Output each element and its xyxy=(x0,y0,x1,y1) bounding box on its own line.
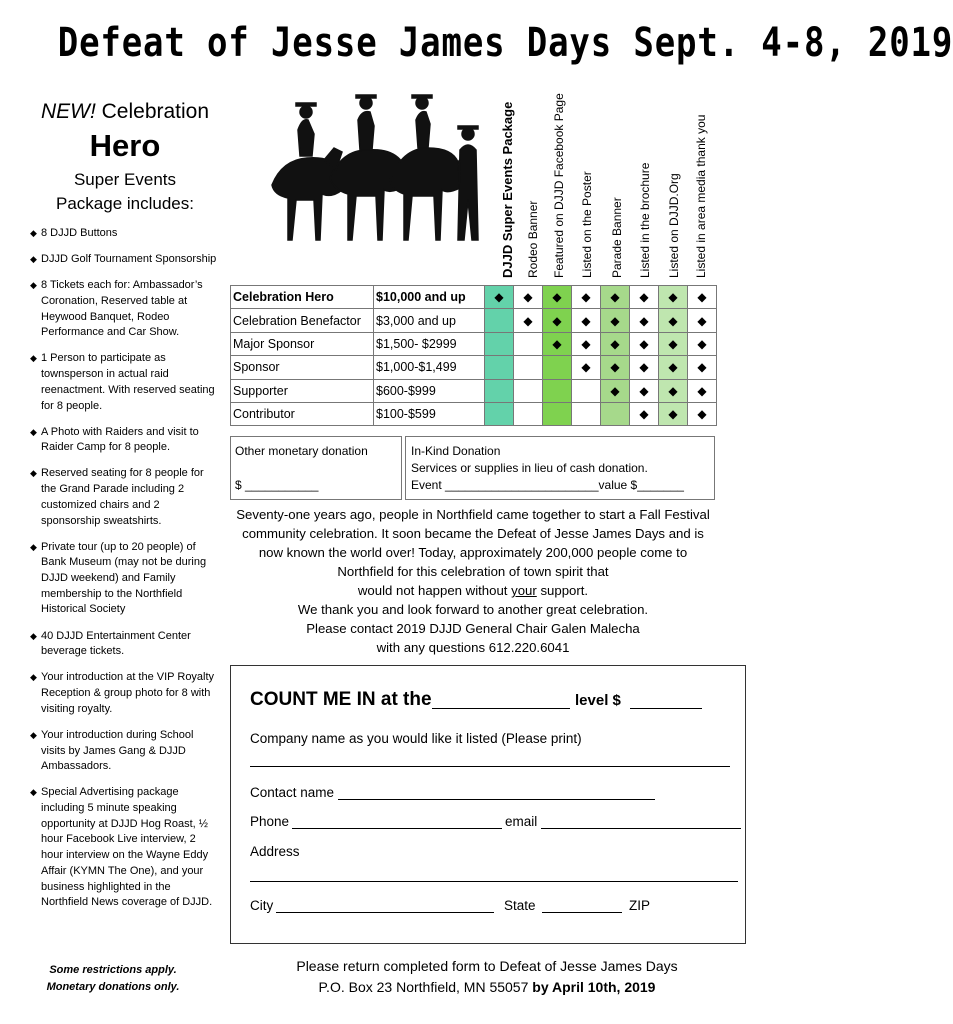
page-title: Defeat of Jesse James Days Sept. 4-8, 2019 xyxy=(57,20,953,66)
return-instructions xyxy=(230,956,744,998)
restrictions-line-1: Some restrictions apply. xyxy=(49,964,177,976)
return-deadline: by April 10th, 2019 xyxy=(532,979,656,995)
other-donation-box[interactable] xyxy=(230,436,402,500)
email-field[interactable] xyxy=(541,828,741,829)
benefit-mark xyxy=(601,402,630,425)
paragraph-line: Seventy-one years ago, people in Northfield came together to start a Fall Festival xyxy=(236,507,710,522)
benefit-mark xyxy=(485,402,514,425)
state-label: State xyxy=(504,898,536,913)
benefit-item: ◆ Private tour (up to 20 people) of Bank Museum (may not be during DJJD weekend) and Family membership to the Northfield Historical Society xyxy=(30,540,220,619)
phone-field[interactable] xyxy=(292,828,502,829)
level-name: Celebration Hero xyxy=(231,286,374,309)
column-header: Listed in the brochure xyxy=(638,162,652,278)
level-name: Sponsor xyxy=(231,356,374,379)
return-line-1: Please return completed form to Defeat of Jesse James Days xyxy=(296,958,678,974)
column-header: DJJD Super Events Package xyxy=(500,101,515,278)
benefit-mark: ◆ xyxy=(659,332,688,355)
benefit-item: ◆ Special Advertising package including 5 minute speaking opportunity at DJJD Hog Roast, ½ hour Facebook Live interview, 2 hour interview on the Wayne Eddy Affair (KYMN The One), and your business highlighted in the Northfield News coverage of DJJD. xyxy=(30,785,220,911)
table-row xyxy=(231,332,717,355)
paragraph-line: with any questions 612.220.6041 xyxy=(376,640,570,655)
count-me-in-heading xyxy=(250,689,432,711)
benefit-mark xyxy=(543,356,572,379)
in-kind-event-field[interactable]: Event _______________________value $_______ xyxy=(411,478,684,492)
table-row xyxy=(231,356,717,379)
level-amount: $3,000 and up xyxy=(374,309,485,332)
benefit-mark: ◆ xyxy=(514,309,543,332)
benefit-item: ◆ 8 DJJD Buttons xyxy=(30,226,220,242)
level-amount: $1,500- $2999 xyxy=(374,332,485,355)
benefit-mark: ◆ xyxy=(630,332,659,355)
level-amount: $100-$599 xyxy=(374,402,485,425)
benefit-mark xyxy=(485,379,514,402)
paragraph-line: We thank you and look forward to another great celebration. xyxy=(297,602,649,617)
sponsorship-levels-table xyxy=(230,285,717,426)
column-header: Listed on DJJD.Org xyxy=(667,173,681,278)
benefit-mark: ◆ xyxy=(485,286,514,309)
benefit-item: ◆ DJJD Golf Tournament Sponsorship xyxy=(30,252,220,268)
level-name: Contributor xyxy=(231,402,374,425)
benefit-mark: ◆ xyxy=(688,356,717,379)
paragraph-line: now known the world over! Today, approximately 200,000 people come to xyxy=(258,545,688,560)
benefit-item: ◆ Reserved seating for 8 people for the Grand Parade including 2 customized chairs and 2 sponsorship sweatshirts. xyxy=(30,466,220,529)
level-amount-label: level $ xyxy=(575,692,621,709)
company-name-label: Company name as you would like it listed (Please print) xyxy=(250,731,582,746)
new-word: NEW! xyxy=(40,100,96,123)
benefit-mark: ◆ xyxy=(572,309,601,332)
benefit-mark: ◆ xyxy=(601,332,630,355)
level-amount: $10,000 and up xyxy=(374,286,485,309)
return-line-2 xyxy=(230,977,744,998)
city-field[interactable] xyxy=(276,912,494,913)
benefit-mark: ◆ xyxy=(659,402,688,425)
benefit-mark xyxy=(514,356,543,379)
company-name-field[interactable] xyxy=(250,766,730,767)
city-label: City xyxy=(250,898,274,913)
column-header: Listed on the Poster xyxy=(580,171,594,278)
benefit-mark: ◆ xyxy=(688,309,717,332)
benefit-mark xyxy=(543,379,572,402)
benefit-mark: ◆ xyxy=(630,286,659,309)
your-emphasis: your xyxy=(511,583,537,598)
benefit-mark: ◆ xyxy=(601,356,630,379)
paragraph-line xyxy=(228,581,718,600)
new-celebration-heading xyxy=(30,100,220,124)
benefit-mark xyxy=(572,402,601,425)
subtitle-line-2: Package includes: xyxy=(56,194,194,213)
return-address: P.O. Box 23 Northfield, MN 55057 xyxy=(318,979,533,995)
benefit-mark xyxy=(485,309,514,332)
benefit-mark: ◆ xyxy=(572,332,601,355)
benefit-item: ◆ A Photo with Raiders and visit to Raider Camp for 8 people. xyxy=(30,425,220,456)
benefit-mark: ◆ xyxy=(659,309,688,332)
benefit-mark: ◆ xyxy=(601,379,630,402)
table-row xyxy=(231,379,717,402)
count-me-in-label: COUNT ME IN xyxy=(250,689,376,710)
level-amount: $1,000-$1,499 xyxy=(374,356,485,379)
level-name: Supporter xyxy=(231,379,374,402)
benefit-mark xyxy=(485,332,514,355)
paragraph-text: would not happen without xyxy=(357,583,512,598)
table-row xyxy=(231,402,717,425)
in-kind-title: In-Kind Donation xyxy=(411,444,501,458)
level-amount: $600-$999 xyxy=(374,379,485,402)
benefit-mark: ◆ xyxy=(688,286,717,309)
level-amount-field[interactable] xyxy=(630,708,702,709)
phone-label: Phone xyxy=(250,814,290,829)
benefit-mark xyxy=(514,379,543,402)
benefit-item: ◆ 8 Tickets each for: Ambassador’s Coronation, Reserved table at Heywood Banquet, Rodeo Performance and Car Show. xyxy=(30,278,220,341)
package-subtitle xyxy=(30,168,220,216)
column-header: Parade Banner xyxy=(610,197,624,278)
benefit-mark xyxy=(514,402,543,425)
benefit-mark: ◆ xyxy=(659,286,688,309)
benefit-mark: ◆ xyxy=(688,332,717,355)
benefit-mark: ◆ xyxy=(659,356,688,379)
benefit-mark: ◆ xyxy=(688,402,717,425)
address-field[interactable] xyxy=(250,881,738,882)
benefit-mark: ◆ xyxy=(688,379,717,402)
column-header: Listed in area media thank you xyxy=(694,114,708,278)
benefit-mark: ◆ xyxy=(659,379,688,402)
package-column xyxy=(30,100,220,921)
benefit-item: ◆ 1 Person to participate as townsperson in actual raid reenactment. With reserved seating for 8 people. xyxy=(30,351,220,414)
paragraph-text: support. xyxy=(536,583,589,598)
history-paragraph xyxy=(228,505,718,657)
benefit-mark xyxy=(543,402,572,425)
restrictions-line-2: Monetary donations only. xyxy=(46,981,180,993)
paragraph-line: Please contact 2019 DJJD General Chair Galen Malecha xyxy=(306,621,640,636)
benefit-mark xyxy=(572,379,601,402)
column-header: Rodeo Banner xyxy=(526,200,540,278)
benefit-mark: ◆ xyxy=(630,356,659,379)
table-row xyxy=(231,309,717,332)
subtitle-line-1: Super Events xyxy=(73,170,177,189)
benefit-mark: ◆ xyxy=(514,286,543,309)
address-label: Address xyxy=(250,844,300,859)
email-label: email xyxy=(505,814,538,829)
paragraph-line: Northfield for this celebration of town spirit that xyxy=(337,564,609,579)
column-header: Featured on DJJD Facebook Page xyxy=(552,93,566,278)
zip-label: ZIP xyxy=(629,898,651,913)
benefit-mark: ◆ xyxy=(601,309,630,332)
other-donation-label: Other monetary donation xyxy=(235,444,368,458)
count-me-in-form xyxy=(230,665,746,944)
paragraph-line: community celebration. It soon became the Defeat of Jesse James Days and is xyxy=(242,526,704,541)
at-the-label: at the xyxy=(375,689,432,710)
benefit-mark xyxy=(485,356,514,379)
hero-heading: Hero xyxy=(89,128,161,163)
benefit-item: ◆ Your introduction at the VIP Royalty Reception & group photo for 8 with visiting royalty. xyxy=(30,670,220,717)
in-kind-description: Services or supplies in lieu of cash donation. xyxy=(411,461,648,475)
level-name-field[interactable] xyxy=(432,708,570,709)
benefit-mark: ◆ xyxy=(543,286,572,309)
benefit-mark: ◆ xyxy=(630,309,659,332)
state-field[interactable] xyxy=(542,912,622,913)
benefit-mark: ◆ xyxy=(572,356,601,379)
benefit-item: ◆ 40 DJJD Entertainment Center beverage tickets. xyxy=(30,629,220,660)
benefit-mark: ◆ xyxy=(601,286,630,309)
in-kind-donation-box[interactable] xyxy=(405,436,715,500)
table-row xyxy=(231,286,717,309)
other-donation-amount-field[interactable]: $ ___________ xyxy=(235,478,319,492)
package-benefit-list xyxy=(30,226,220,911)
level-name: Celebration Benefactor xyxy=(231,309,374,332)
contact-name-label: Contact name xyxy=(250,785,335,800)
benefit-mark xyxy=(514,332,543,355)
restrictions-note xyxy=(30,962,196,996)
contact-name-field[interactable] xyxy=(338,799,655,800)
jesse-james-gang-illustration xyxy=(262,90,484,265)
celebration-word: Celebration xyxy=(95,100,210,123)
benefit-mark: ◆ xyxy=(630,402,659,425)
benefit-mark: ◆ xyxy=(572,286,601,309)
benefit-mark: ◆ xyxy=(630,379,659,402)
benefit-mark: ◆ xyxy=(543,332,572,355)
benefit-item: ◆ Your introduction during School visits by James Gang & DJJD Ambassadors. xyxy=(30,728,220,775)
benefit-mark: ◆ xyxy=(543,309,572,332)
level-name: Major Sponsor xyxy=(231,332,374,355)
